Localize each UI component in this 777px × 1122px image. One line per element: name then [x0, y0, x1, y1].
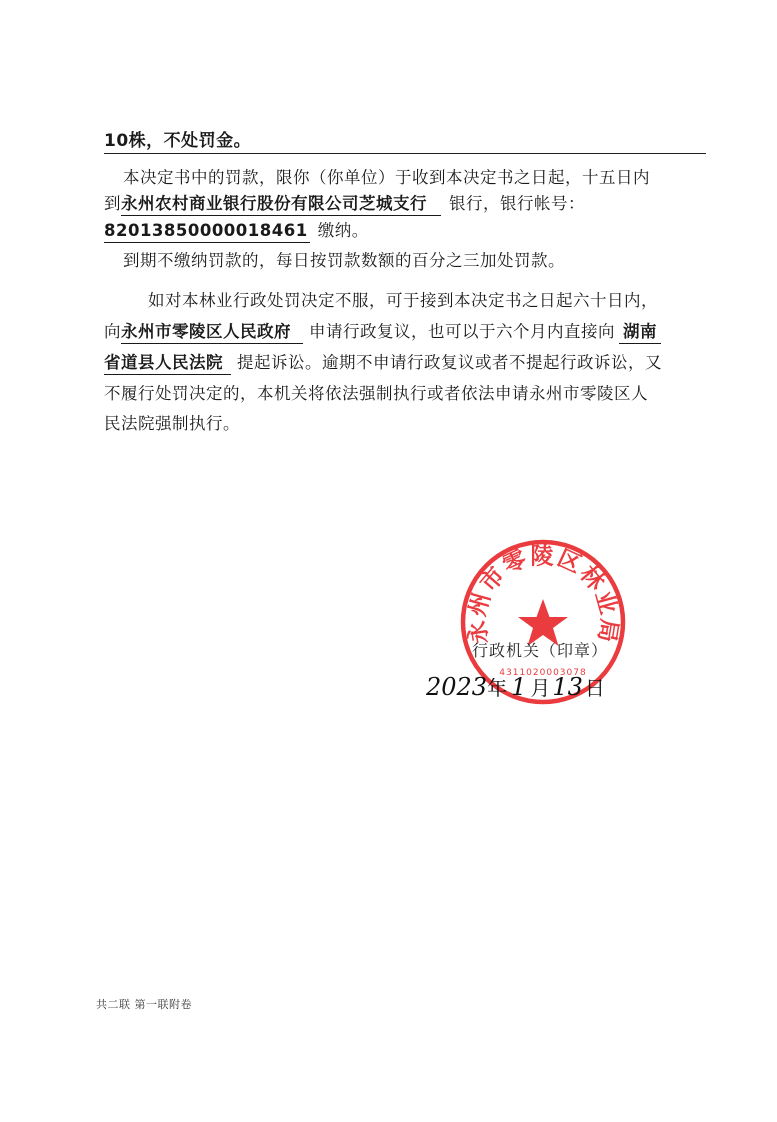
para3-c-suffix: 提起诉讼。逾期不申请行政复议或者不提起行政诉讼，又 — [237, 353, 662, 372]
date-year-unit: 年 — [487, 676, 508, 700]
para1-suffix: 银行，银行帐号： — [449, 194, 585, 213]
para1-line1 — [123, 164, 650, 188]
signature-label: 行政机关（印章） — [472, 641, 609, 660]
date-month-unit: 月 — [530, 676, 551, 700]
para1-text-a: 本决定书中的罚款，限你（你单位）于收到本决定书之日起，十五日内 — [123, 168, 650, 187]
para3-line2 — [104, 318, 661, 344]
para3-prefix: 向 — [104, 322, 121, 341]
divider-rule — [104, 153, 706, 154]
seal-ring-text: 永州市零陵区林业局 — [463, 542, 623, 647]
line-first — [104, 126, 251, 151]
date-day-unit: 日 — [584, 676, 605, 700]
date-year: 2023 — [426, 673, 488, 701]
para2-text: 到期不缴纳罚款的，每日按罚款数额的百分之三加处罚款。 — [123, 251, 565, 270]
para3-line1 — [148, 287, 658, 311]
para1-c-suffix: 缴纳。 — [317, 221, 369, 240]
seal-code: 4311020003078 — [499, 668, 587, 678]
para3-text-d: 不履行处罚决定的，本机关将依法强制执行或者依法申请永州市零陵区人 — [104, 384, 648, 403]
para3-text-a: 如对本林业行政处罚决定不服，可于接到本决定书之日起六十日内， — [148, 291, 658, 310]
date-day: 13 — [552, 673, 583, 701]
account-number: 82013850000018461 — [104, 220, 310, 243]
signature-date — [426, 672, 605, 701]
footer-copy-note: 共二联 第一联附卷 — [96, 998, 192, 1011]
para3-text-e: 民法院强制执行。 — [104, 414, 240, 433]
para3-mid: 申请行政复议，也可以于六个月内直接向 — [309, 322, 615, 341]
para1-prefix: 到 — [104, 194, 121, 213]
para3-line5 — [104, 410, 240, 434]
para3-line3 — [104, 349, 662, 375]
para1-line2 — [104, 190, 585, 216]
para3-line4 — [104, 380, 648, 404]
date-month: 1 — [511, 673, 527, 701]
court-name-part1: 湖南 — [619, 321, 661, 344]
bank-name: 永州农村商业银行股份有限公司芝城支行 — [121, 193, 441, 216]
para1-line3 — [104, 217, 369, 243]
court-name-part2: 省道县人民法院 — [104, 352, 231, 375]
review-organization: 永州市零陵区人民政府 — [121, 321, 303, 344]
first-line-text: 10株，不处罚金。 — [104, 131, 252, 151]
para2 — [123, 247, 565, 271]
